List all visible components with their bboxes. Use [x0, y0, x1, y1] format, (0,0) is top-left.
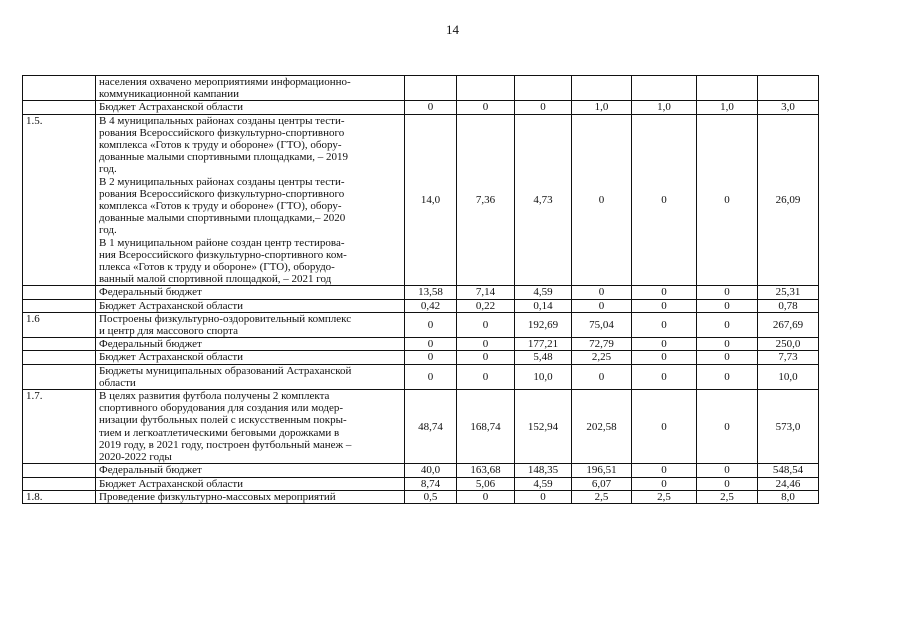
value-cell: 0	[457, 364, 515, 389]
row-description	[96, 351, 405, 364]
description-line: Бюджет Астраханской области	[99, 299, 244, 312]
description-line: населения охвачено мероприятиями информационно-	[99, 76, 351, 88]
value-cell: 0	[632, 114, 697, 286]
value-cell	[697, 76, 758, 101]
description-line: Бюджет Астраханской области	[99, 351, 244, 364]
row-description	[96, 312, 405, 337]
value-cell: 0,5	[405, 490, 457, 503]
value-cell: 6,07	[572, 477, 632, 490]
row-description	[96, 286, 405, 299]
description-line: комплекса «Готов к труду и обороне» (ГТО), обору-	[99, 139, 342, 152]
value-cell: 0	[632, 351, 697, 364]
value-cell: 25,31	[758, 286, 819, 299]
row-description	[96, 364, 405, 389]
value-cell: 148,35	[515, 464, 572, 477]
row-description	[96, 390, 405, 464]
row-code: 1.6	[23, 312, 96, 337]
value-cell: 0,78	[758, 299, 819, 312]
table-row	[23, 351, 819, 364]
value-cell: 14,0	[405, 114, 457, 286]
value-cell: 0	[697, 114, 758, 286]
value-cell: 163,68	[457, 464, 515, 477]
value-cell: 4,73	[515, 114, 572, 286]
description-line: дованные малыми спортивными площадками,– 2020	[99, 212, 346, 225]
value-cell: 250,0	[758, 338, 819, 351]
value-cell: 8,74	[405, 477, 457, 490]
row-code	[23, 464, 96, 477]
row-description	[96, 76, 405, 101]
value-cell: 0	[632, 312, 697, 337]
table-row	[23, 464, 819, 477]
value-cell: 5,48	[515, 351, 572, 364]
description-line: год.	[99, 224, 117, 237]
table-row	[23, 101, 819, 114]
description-line: рования Всероссийского физкультурно-спортивного	[99, 126, 345, 139]
description-line: В 4 муниципальных районах созданы центры тести-	[99, 114, 345, 127]
description-line: и центр для массового спорта	[99, 325, 238, 338]
description-line: 2020-2022 годы	[99, 451, 172, 464]
row-description	[96, 299, 405, 312]
value-cell: 1,0	[632, 101, 697, 114]
description-line: В целях развития футбола получены 2 комплекта	[99, 390, 330, 403]
value-cell: 573,0	[758, 390, 819, 464]
row-code	[23, 338, 96, 351]
row-code	[23, 364, 96, 389]
value-cell: 0	[697, 312, 758, 337]
value-cell: 548,54	[758, 464, 819, 477]
value-cell: 152,94	[515, 390, 572, 464]
description-line: Федеральный бюджет	[99, 286, 202, 299]
value-cell: 0,14	[515, 299, 572, 312]
value-cell: 0	[457, 351, 515, 364]
row-description	[96, 114, 405, 286]
description-line: Построены физкультурно-оздоровительный комплекс	[99, 312, 352, 325]
value-cell: 0	[515, 101, 572, 114]
table-body	[23, 76, 819, 504]
value-cell	[572, 76, 632, 101]
table-row	[23, 299, 819, 312]
row-description	[96, 490, 405, 503]
value-cell: 0	[697, 299, 758, 312]
value-cell: 202,58	[572, 390, 632, 464]
description-line: Бюджет Астраханской области	[99, 477, 244, 490]
description-line: дованные малыми спортивными площадками, – 2019	[99, 151, 349, 164]
value-cell: 7,14	[457, 286, 515, 299]
value-cell: 2,5	[697, 490, 758, 503]
table-row	[23, 76, 819, 101]
value-cell: 0	[697, 390, 758, 464]
value-cell: 0	[697, 477, 758, 490]
row-code	[23, 299, 96, 312]
description-line: Проведение физкультурно-массовых мероприятий	[99, 490, 336, 503]
table-row	[23, 312, 819, 337]
value-cell: 0	[632, 364, 697, 389]
description-line: В 1 муниципальном районе создан центр тестирова-	[99, 236, 345, 249]
value-cell: 5,06	[457, 477, 515, 490]
value-cell: 168,74	[457, 390, 515, 464]
value-cell	[515, 76, 572, 101]
row-code	[23, 286, 96, 299]
value-cell: 2,5	[632, 490, 697, 503]
table-row	[23, 286, 819, 299]
value-cell: 0	[632, 390, 697, 464]
value-cell: 26,09	[758, 114, 819, 286]
budget-table	[22, 75, 819, 504]
value-cell: 7,73	[758, 351, 819, 364]
description-line: Бюджет Астраханской области	[99, 101, 244, 114]
description-line: комплекса «Готов к труду и обороне» (ГТО), обору-	[99, 200, 342, 213]
description-line: спортивного оборудования для создания или модер-	[99, 402, 344, 415]
value-cell: 4,59	[515, 286, 572, 299]
value-cell: 196,51	[572, 464, 632, 477]
row-code: 1.7.	[23, 390, 96, 464]
value-cell: 0	[405, 351, 457, 364]
value-cell: 24,46	[758, 477, 819, 490]
description-line: ния Всероссийского физкультурно-спортивного ком-	[99, 248, 347, 261]
value-cell: 0	[457, 312, 515, 337]
description-line: тием и легкоатлетическими беговыми дорожками в	[99, 426, 340, 439]
row-description	[96, 101, 405, 114]
value-cell: 2,5	[572, 490, 632, 503]
value-cell: 40,0	[405, 464, 457, 477]
description-line: В 2 муниципальных районах созданы центры тести-	[99, 175, 345, 188]
value-cell: 8,0	[758, 490, 819, 503]
value-cell: 0	[697, 338, 758, 351]
value-cell: 0	[697, 464, 758, 477]
description-line: ванный малой спортивной площадкой, – 2021 год	[99, 273, 332, 286]
description-line: рования Всероссийского физкультурно-спортивного	[99, 187, 345, 200]
description-line: Федеральный бюджет	[99, 464, 202, 477]
row-description	[96, 477, 405, 490]
description-line: 2019 году, в 2021 году, построен футбольный манеж –	[99, 438, 352, 451]
value-cell: 10,0	[515, 364, 572, 389]
description-line: плекса «Готов к труду и обороне» (ГТО), оборудо-	[99, 261, 335, 274]
description-line: коммуникационной кампании	[99, 88, 239, 101]
description-line: Бюджеты муниципальных образований Астраханской	[99, 364, 352, 377]
value-cell: 0	[697, 286, 758, 299]
value-cell: 0	[572, 299, 632, 312]
row-code: 1.5.	[23, 114, 96, 286]
value-cell: 0	[572, 286, 632, 299]
value-cell: 48,74	[405, 390, 457, 464]
value-cell: 3,0	[758, 101, 819, 114]
value-cell: 4,59	[515, 477, 572, 490]
table-row	[23, 114, 819, 286]
value-cell: 177,21	[515, 338, 572, 351]
table-row	[23, 490, 819, 503]
value-cell: 267,69	[758, 312, 819, 337]
value-cell	[632, 76, 697, 101]
value-cell: 0	[457, 338, 515, 351]
value-cell: 192,69	[515, 312, 572, 337]
page-number: 14	[446, 22, 459, 37]
value-cell: 13,58	[405, 286, 457, 299]
table-row	[23, 338, 819, 351]
value-cell: 2,25	[572, 351, 632, 364]
value-cell: 0,42	[405, 299, 457, 312]
value-cell: 7,36	[457, 114, 515, 286]
description-line: Федеральный бюджет	[99, 338, 202, 351]
row-code	[23, 351, 96, 364]
value-cell: 0	[405, 364, 457, 389]
value-cell: 0	[405, 101, 457, 114]
value-cell: 0	[632, 477, 697, 490]
table-row	[23, 477, 819, 490]
description-line: области	[99, 376, 136, 389]
table-row	[23, 390, 819, 464]
row-code	[23, 76, 96, 101]
description-line: низации футбольных полей с искусственным покры-	[99, 414, 347, 427]
row-code	[23, 101, 96, 114]
value-cell: 1,0	[697, 101, 758, 114]
row-code	[23, 477, 96, 490]
value-cell: 0	[572, 364, 632, 389]
value-cell: 0	[457, 490, 515, 503]
value-cell: 72,79	[572, 338, 632, 351]
value-cell	[457, 76, 515, 101]
value-cell	[758, 76, 819, 101]
value-cell: 0	[515, 490, 572, 503]
value-cell: 0	[405, 338, 457, 351]
value-cell: 1,0	[572, 101, 632, 114]
value-cell: 0	[405, 312, 457, 337]
value-cell: 0	[697, 364, 758, 389]
value-cell: 0	[632, 299, 697, 312]
row-description	[96, 338, 405, 351]
value-cell: 0	[697, 351, 758, 364]
value-cell: 0	[632, 338, 697, 351]
value-cell: 0	[632, 464, 697, 477]
table-row	[23, 364, 819, 389]
value-cell	[405, 76, 457, 101]
value-cell: 0	[457, 101, 515, 114]
value-cell: 0	[572, 114, 632, 286]
value-cell: 10,0	[758, 364, 819, 389]
value-cell: 75,04	[572, 312, 632, 337]
row-code: 1.8.	[23, 490, 96, 503]
value-cell: 0,22	[457, 299, 515, 312]
row-description	[96, 464, 405, 477]
value-cell: 0	[632, 286, 697, 299]
description-line: год.	[99, 163, 117, 176]
